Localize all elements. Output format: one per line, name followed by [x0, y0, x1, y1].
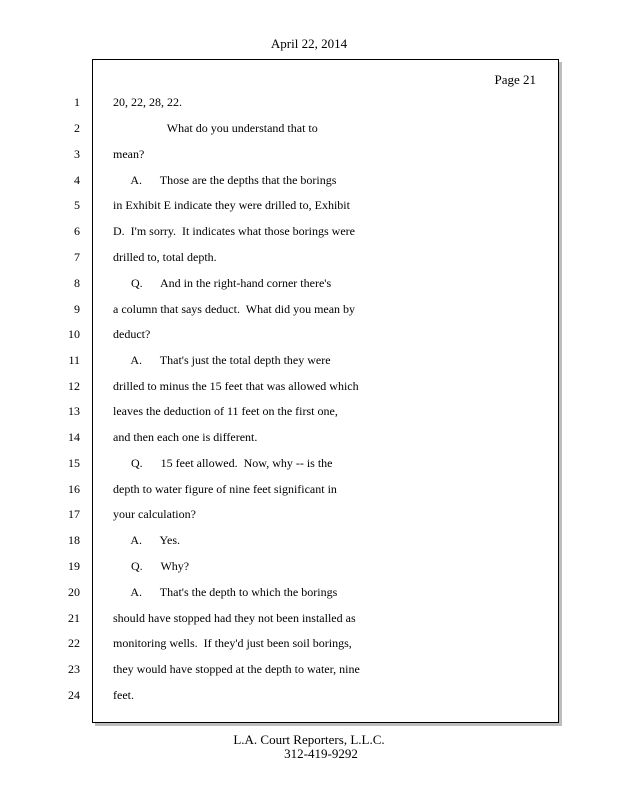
transcript-line: A. That's just the total depth they were: [113, 353, 331, 367]
line-number: 1: [74, 95, 80, 109]
transcript-line: Q. And in the right-hand corner there's: [113, 276, 332, 290]
transcript-line: monitoring wells. If they'd just been soil borings,: [113, 636, 352, 650]
reporter-company: L.A. Court Reporters, L.L.C.: [233, 732, 385, 747]
transcript-line: should have stopped had they not been installed as: [113, 611, 356, 625]
transcript-line: and then each one is different.: [113, 430, 258, 444]
reporter-footer: [0, 733, 618, 761]
line-number: 15: [68, 456, 80, 470]
line-number: 5: [74, 198, 80, 212]
line-number: 16: [68, 482, 80, 496]
transcript-line: in Exhibit E indicate they were drilled to, Exhibit: [113, 198, 350, 212]
line-number: 2: [74, 121, 80, 135]
line-number: 9: [74, 302, 80, 316]
transcript-line: D. I'm sorry. It indicates what those borings were: [113, 224, 355, 238]
transcript-line: Q. 15 feet allowed. Now, why -- is the: [113, 456, 333, 470]
transcript-date: April 22, 2014: [270, 36, 348, 51]
transcript-line: 20, 22, 28, 22.: [113, 95, 182, 109]
transcript-line: A. Yes.: [113, 533, 181, 547]
line-number: 22: [68, 636, 80, 650]
page-number: Page 21: [494, 72, 536, 87]
transcript-line: drilled to, total depth.: [113, 250, 217, 264]
line-number: 24: [68, 688, 80, 702]
transcript-line: deduct?: [113, 327, 151, 341]
line-number: 6: [74, 224, 80, 238]
transcript-line: drilled to minus the 15 feet that was allowed which: [113, 379, 359, 393]
transcript-line: feet.: [113, 688, 134, 702]
line-number: 23: [68, 662, 80, 676]
line-number: 19: [68, 559, 80, 573]
transcript-line: a column that says deduct. What did you mean by: [113, 302, 356, 316]
line-number: 3: [74, 147, 80, 161]
line-number: 7: [74, 250, 80, 264]
reporter-phone: 312-419-9292: [284, 746, 358, 761]
transcript-line: they would have stopped at the depth to water, nine: [113, 662, 360, 676]
line-number: 21: [68, 611, 80, 625]
transcript-line: A. That's the depth to which the borings: [113, 585, 338, 599]
line-number: 8: [74, 276, 80, 290]
line-number: 14: [68, 430, 80, 444]
transcript-line: depth to water figure of nine feet significant in: [113, 482, 337, 496]
transcript-line: leaves the deduction of 11 feet on the first one,: [113, 404, 338, 418]
transcript-line: your calculation?: [113, 507, 196, 521]
line-number: 17: [68, 507, 80, 521]
line-number: 12: [68, 379, 80, 393]
transcript-line: Q. Why?: [113, 559, 190, 573]
transcript-line: mean?: [113, 147, 145, 161]
line-number: 11: [68, 353, 80, 367]
transcript-line: A. Those are the depths that the borings: [113, 173, 337, 187]
line-number: 20: [68, 585, 80, 599]
line-number: 13: [68, 404, 80, 418]
line-number: 18: [68, 533, 80, 547]
line-number: 10: [68, 327, 80, 341]
line-number: 4: [74, 173, 80, 187]
transcript-line: What do you understand that to: [113, 121, 318, 135]
